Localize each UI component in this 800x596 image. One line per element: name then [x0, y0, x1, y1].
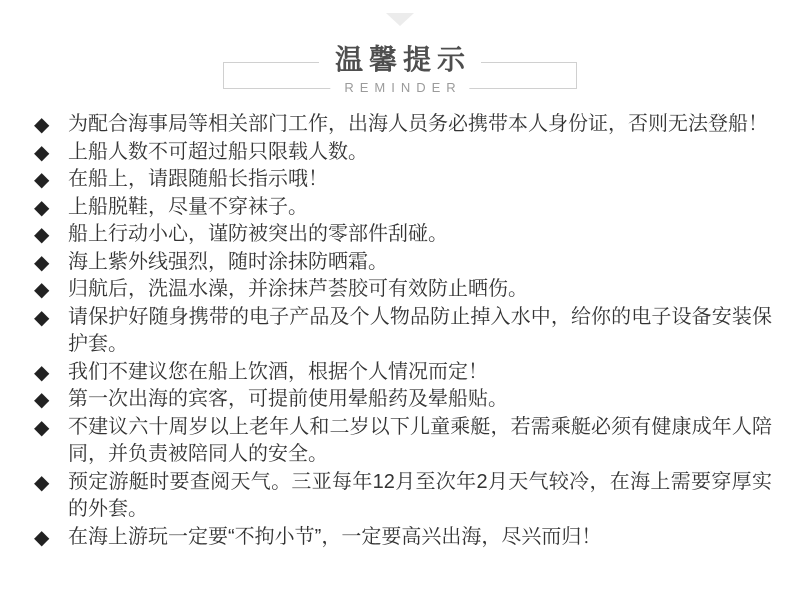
diamond-bullet-icon: ◆	[34, 139, 50, 164]
tip-item	[34, 386, 772, 414]
tip-text: 在海上游玩一定要“不拘小节”，一定要高兴出海，尽兴而归！	[68, 525, 602, 548]
diamond-bullet-icon: ◆	[34, 524, 50, 549]
tip-item	[34, 276, 772, 304]
page-title: 温馨提示	[319, 44, 481, 78]
tip-text: 为配合海事局等相关部门工作，出海人员务必携带本人身份证，否则无法登船！	[68, 113, 768, 135]
tip-text: 第一次出海的宾客，可提前使用晕船药及晕船贴。	[68, 388, 508, 410]
diamond-bullet-icon: ◆	[34, 194, 50, 219]
tip-item	[34, 194, 772, 222]
tip-item	[34, 469, 772, 524]
tip-text: 请保护好随身携带的电子产品及个人物品防止掉入水中，给你的电子设备安装保护套。	[68, 305, 772, 355]
tip-text: 不建议六十周岁以上老年人和二岁以下儿童乘艇，若需乘艇必须有健康成年人陪同，并负责被陪同人的安全。	[68, 415, 772, 465]
reminder-notice-page	[0, 13, 800, 596]
tips-list	[34, 111, 772, 551]
tip-item	[34, 414, 772, 469]
diamond-bullet-icon: ◆	[34, 222, 50, 246]
tip-item	[34, 304, 772, 359]
tip-item	[34, 359, 772, 387]
tip-item	[34, 166, 772, 194]
tip-text: 我们不建议您在船上饮酒，根据个人情况而定！	[68, 360, 488, 383]
tip-text: 在船上，请跟随船长指示哦！	[68, 168, 328, 190]
diamond-bullet-icon: ◆	[34, 387, 50, 411]
tip-item	[34, 249, 772, 277]
tip-item	[34, 221, 772, 249]
page-subtitle: REMINDER	[330, 78, 469, 98]
tip-text: 上船人数不可超过船只限载人数。	[68, 140, 368, 163]
diamond-bullet-icon: ◆	[34, 304, 50, 329]
title-frame	[223, 45, 577, 95]
diamond-bullet-icon: ◆	[34, 112, 50, 136]
tip-item	[34, 524, 772, 552]
tip-text: 归航后，洗温水澡，并涂抹芦荟胶可有效防止晒伤。	[68, 278, 528, 300]
diamond-bullet-icon: ◆	[34, 249, 50, 274]
tip-text: 海上紫外线强烈，随时涂抹防晒霜。	[68, 250, 388, 273]
tip-text: 上船脱鞋，尽量不穿袜子。	[68, 195, 308, 218]
diamond-bullet-icon: ◆	[34, 414, 50, 439]
diamond-bullet-icon: ◆	[34, 359, 50, 384]
diamond-bullet-icon: ◆	[34, 469, 50, 494]
tip-text: 船上行动小心，谨防被突出的零部件刮碰。	[68, 223, 448, 245]
tip-item	[34, 111, 772, 139]
diamond-bullet-icon: ◆	[34, 167, 50, 191]
diamond-bullet-icon: ◆	[34, 277, 50, 301]
tip-item	[34, 139, 772, 167]
down-triangle-icon	[386, 13, 414, 26]
tip-text: 预定游艇时要查阅天气。三亚每年12月至次年2月天气较冷，在海上需要穿厚实的外套。	[68, 470, 772, 520]
